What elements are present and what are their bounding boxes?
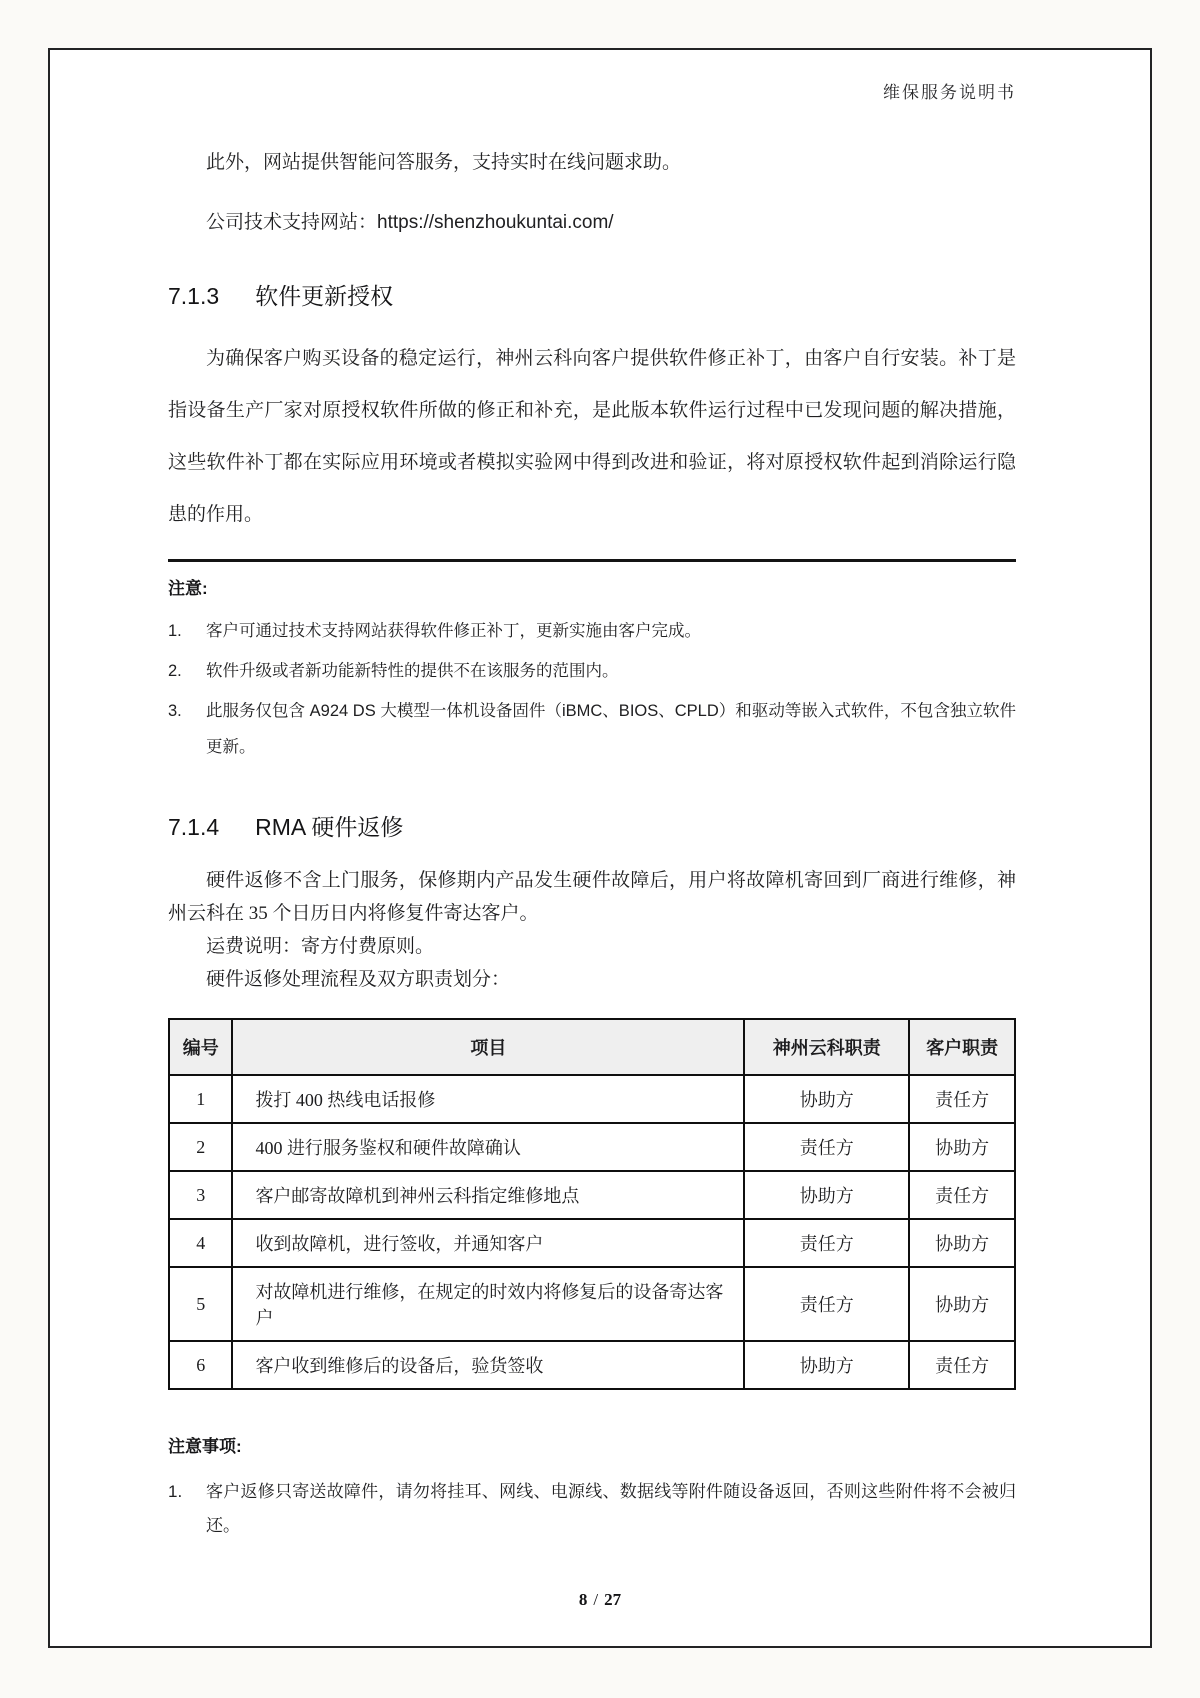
list-item — [168, 653, 1016, 689]
cell-vendor-duty: 协助方 — [744, 1171, 909, 1219]
list-item-text: 客户返修只寄送故障件，请勿将挂耳、网线、电源线、数据线等附件随设备返回，否则这些附件将不会被归还。 — [206, 1482, 1016, 1535]
cell-vendor-duty: 责任方 — [744, 1123, 909, 1171]
note-list — [168, 613, 1016, 765]
table-row — [169, 1075, 1015, 1123]
list-item-number: 3. — [168, 702, 182, 720]
cell-vendor-duty: 责任方 — [744, 1219, 909, 1267]
section-number: 7.1.4 — [168, 814, 220, 840]
section-heading-7-1-3 — [168, 278, 1016, 311]
list-item — [168, 693, 1016, 765]
cell-item: 收到故障机，进行签收，并通知客户 — [232, 1219, 744, 1267]
page-number-separator: / — [593, 1590, 599, 1609]
cell-customer-duty: 协助方 — [909, 1267, 1015, 1341]
table-row — [169, 1171, 1015, 1219]
table-header-customer-duty: 客户职责 — [909, 1019, 1015, 1075]
section-title: 软件更新授权 — [255, 283, 394, 309]
list-item-number: 1. — [168, 622, 182, 640]
table-row — [169, 1341, 1015, 1389]
notice-label: 注意事项: — [168, 1437, 242, 1456]
table-row — [169, 1219, 1015, 1267]
cell-item: 客户收到维修后的设备后，验货签收 — [232, 1341, 744, 1389]
note-label: 注意: — [168, 579, 208, 598]
cell-number: 6 — [169, 1341, 232, 1389]
list-item-text: 软件升级或者新功能新特性的提供不在该服务的范围内。 — [206, 662, 619, 680]
page-number — [0, 1590, 1200, 1610]
cell-customer-duty: 责任方 — [909, 1341, 1015, 1389]
list-item-text: 客户可通过技术支持网站获得软件修正补丁，更新实施由客户完成。 — [206, 622, 701, 640]
cell-customer-duty: 责任方 — [909, 1075, 1015, 1123]
section-7-1-3-body: 为确保客户购买设备的稳定运行，神州云科向客户提供软件修正补丁，由客户自行安装。补丁是指设备生产厂家对原授权软件所做的修正和补充，是此版本软件运行过程中已发现问题的解决措施，这些软件补丁都在实际应用环境或者模拟实验网中得到改进和验证，将对原授权软件起到消除运行隐患的作用。 — [168, 348, 1016, 525]
section-7-1-4-body — [168, 864, 1016, 996]
list-item — [168, 1475, 1016, 1543]
cell-number: 1 — [169, 1075, 232, 1123]
cell-number: 4 — [169, 1219, 232, 1267]
section-heading-7-1-4 — [168, 809, 1016, 842]
intro-paragraph-2: 公司技术支持网站：https://shenzhoukuntai.com/ — [206, 212, 614, 233]
table-header-number: 编号 — [169, 1019, 232, 1075]
table-header-item: 项目 — [232, 1019, 744, 1075]
list-item-number: 2. — [168, 662, 182, 680]
list-item — [168, 613, 1016, 649]
list-item-number: 1. — [168, 1482, 183, 1501]
cell-customer-duty: 协助方 — [909, 1123, 1015, 1171]
section-number: 7.1.3 — [168, 283, 220, 309]
page-number-total: 27 — [604, 1590, 622, 1609]
list-item-text: 此服务仅包含 A924 DS 大模型一体机设备固件（iBMC、BIOS、CPLD）和驱动等嵌入式软件，不包含独立软件更新。 — [206, 702, 1016, 756]
cell-customer-duty: 协助方 — [909, 1219, 1015, 1267]
rma-paragraph-2: 运费说明：寄方付费原则。 — [206, 936, 435, 957]
table-header-vendor-duty: 神州云科职责 — [744, 1019, 909, 1075]
page-content — [168, 78, 1016, 1543]
cell-vendor-duty: 责任方 — [744, 1267, 909, 1341]
rma-paragraph-1: 硬件返修不含上门服务，保修期内产品发生硬件故障后，用户将故障机寄回到厂商进行维修，神州云科在 35 个日历日内将修复件寄达客户。 — [168, 870, 1016, 924]
section-title: RMA 硬件返修 — [255, 814, 404, 840]
cell-vendor-duty: 协助方 — [744, 1075, 909, 1123]
page-number-current: 8 — [578, 1590, 588, 1609]
cell-item: 400 进行服务鉴权和硬件故障确认 — [232, 1123, 744, 1171]
document-header-title: 维保服务说明书 — [883, 83, 1016, 102]
cell-number: 5 — [169, 1267, 232, 1341]
horizontal-rule — [168, 559, 1016, 562]
cell-vendor-duty: 协助方 — [744, 1341, 909, 1389]
table-row — [169, 1267, 1015, 1341]
cell-customer-duty: 责任方 — [909, 1171, 1015, 1219]
cell-number: 2 — [169, 1123, 232, 1171]
cell-number: 3 — [169, 1171, 232, 1219]
cell-item: 对故障机进行维修，在规定的时效内将修复后的设备寄达客户 — [232, 1267, 744, 1341]
table-row — [169, 1123, 1015, 1171]
cell-item: 拨打 400 热线电话报修 — [232, 1075, 744, 1123]
rma-process-table — [168, 1018, 1016, 1390]
intro-paragraph-1: 此外，网站提供智能问答服务，支持实时在线问题求助。 — [206, 152, 682, 173]
cell-item: 客户邮寄故障机到神州云科指定维修地点 — [232, 1171, 744, 1219]
table-header-row — [169, 1019, 1015, 1075]
rma-paragraph-3: 硬件返修处理流程及双方职责划分： — [206, 969, 511, 990]
